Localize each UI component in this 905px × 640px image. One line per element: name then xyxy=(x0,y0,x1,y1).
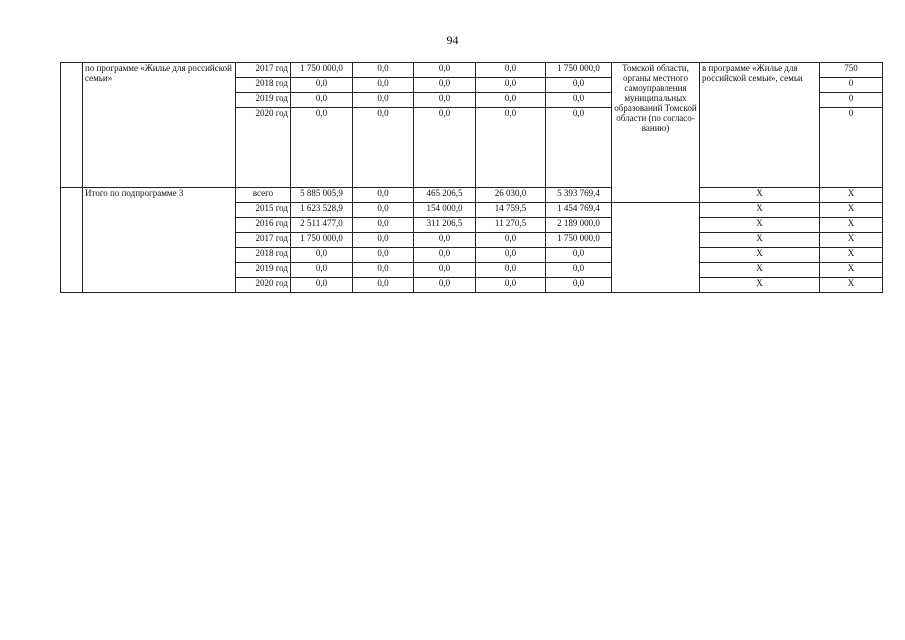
year-cell: 2020 год xyxy=(236,108,291,188)
local-cell: 11 270,5 xyxy=(476,218,546,233)
extra-budget-cell: 0,0 xyxy=(546,263,612,278)
year-cell: всего xyxy=(236,188,291,203)
indicator-cell: X xyxy=(700,218,820,233)
total-cell: 1 750 000,0 xyxy=(291,233,353,248)
local-cell: 0,0 xyxy=(476,233,546,248)
extra-budget-cell: 1 750 000,0 xyxy=(546,63,612,78)
total-cell: 5 885 005,9 xyxy=(291,188,353,203)
federal-cell: 0,0 xyxy=(353,263,414,278)
year-cell: 2018 год xyxy=(236,248,291,263)
local-cell: 0,0 xyxy=(476,278,546,293)
program-table xyxy=(60,62,883,293)
local-cell: 0,0 xyxy=(476,78,546,93)
year-cell: 2017 год xyxy=(236,233,291,248)
federal-cell: 0,0 xyxy=(353,278,414,293)
row-label: Итого по подпрограмме 3 xyxy=(83,188,236,293)
regional-cell: 0,0 xyxy=(414,278,476,293)
value-cell: X xyxy=(820,233,883,248)
value-cell: 750 xyxy=(820,63,883,78)
federal-cell: 0,0 xyxy=(353,218,414,233)
value-cell: X xyxy=(820,218,883,233)
regional-cell: 154 000,0 xyxy=(414,203,476,218)
local-cell: 0,0 xyxy=(476,263,546,278)
federal-cell: 0,0 xyxy=(353,78,414,93)
year-cell: 2017 год xyxy=(236,63,291,78)
index-cell xyxy=(61,188,83,293)
total-cell: 0,0 xyxy=(291,263,353,278)
federal-cell: 0,0 xyxy=(353,203,414,218)
local-cell: 0,0 xyxy=(476,93,546,108)
federal-cell: 0,0 xyxy=(353,188,414,203)
indicator-cell: X xyxy=(700,278,820,293)
value-cell: X xyxy=(820,203,883,218)
extra-budget-cell: 0,0 xyxy=(546,93,612,108)
year-cell: 2020 год xyxy=(236,278,291,293)
index-cell xyxy=(61,63,83,188)
extra-budget-cell: 2 189 000,0 xyxy=(546,218,612,233)
table-row xyxy=(61,188,883,203)
regional-cell: 0,0 xyxy=(414,108,476,188)
federal-cell: 0,0 xyxy=(353,93,414,108)
value-cell: X xyxy=(820,278,883,293)
indicator-cell: X xyxy=(700,188,820,203)
local-cell: 0,0 xyxy=(476,63,546,78)
federal-cell: 0,0 xyxy=(353,63,414,78)
extra-budget-cell: 0,0 xyxy=(546,278,612,293)
value-cell: X xyxy=(820,248,883,263)
local-cell: 14 759,5 xyxy=(476,203,546,218)
table-row xyxy=(61,63,883,78)
regional-cell: 0,0 xyxy=(414,233,476,248)
federal-cell: 0,0 xyxy=(353,233,414,248)
indicator-cell: в программе «Жилье для российской семьи», семьи xyxy=(700,63,820,188)
indicator-cell: X xyxy=(700,203,820,218)
row-label: по программе «Жилье для российской семьи» xyxy=(83,63,236,188)
regional-cell: 0,0 xyxy=(414,63,476,78)
page-number: 94 xyxy=(446,33,459,47)
total-cell: 0,0 xyxy=(291,78,353,93)
value-cell: X xyxy=(820,188,883,203)
total-cell: 0,0 xyxy=(291,278,353,293)
year-cell: 2019 год xyxy=(236,263,291,278)
local-cell: 26 030,0 xyxy=(476,188,546,203)
year-cell: 2015 год xyxy=(236,203,291,218)
indicator-cell: X xyxy=(700,248,820,263)
extra-budget-cell: 0,0 xyxy=(546,108,612,188)
value-cell: X xyxy=(820,263,883,278)
local-cell: 0,0 xyxy=(476,248,546,263)
extra-budget-cell: 5 393 769,4 xyxy=(546,188,612,203)
federal-cell: 0,0 xyxy=(353,248,414,263)
regional-cell: 465 206,5 xyxy=(414,188,476,203)
total-cell: 0,0 xyxy=(291,93,353,108)
total-cell: 1 623 528,9 xyxy=(291,203,353,218)
total-cell: 0,0 xyxy=(291,248,353,263)
regional-cell: 0,0 xyxy=(414,263,476,278)
extra-budget-cell: 0,0 xyxy=(546,78,612,93)
regional-cell: 0,0 xyxy=(414,93,476,108)
total-cell: 2 511 477,0 xyxy=(291,218,353,233)
regional-cell: 0,0 xyxy=(414,248,476,263)
extra-budget-cell: 1 454 769,4 xyxy=(546,203,612,218)
value-cell: 0 xyxy=(820,93,883,108)
year-cell: 2016 год xyxy=(236,218,291,233)
total-cell: 1 750 000,0 xyxy=(291,63,353,78)
year-cell: 2019 год xyxy=(236,93,291,108)
responsible-cell: Томской области, органы местного самоуправления муниципальных образований Томской области (по согласо- ванию) xyxy=(612,63,700,203)
federal-cell: 0,0 xyxy=(353,108,414,188)
regional-cell: 311 206,5 xyxy=(414,218,476,233)
extra-budget-cell: 1 750 000,0 xyxy=(546,233,612,248)
value-cell: 0 xyxy=(820,108,883,188)
total-cell: 0,0 xyxy=(291,108,353,188)
responsible-cell-empty xyxy=(612,203,700,293)
indicator-cell: X xyxy=(700,233,820,248)
local-cell: 0,0 xyxy=(476,108,546,188)
value-cell: 0 xyxy=(820,78,883,93)
extra-budget-cell: 0,0 xyxy=(546,248,612,263)
regional-cell: 0,0 xyxy=(414,78,476,93)
year-cell: 2018 год xyxy=(236,78,291,93)
indicator-cell: X xyxy=(700,263,820,278)
